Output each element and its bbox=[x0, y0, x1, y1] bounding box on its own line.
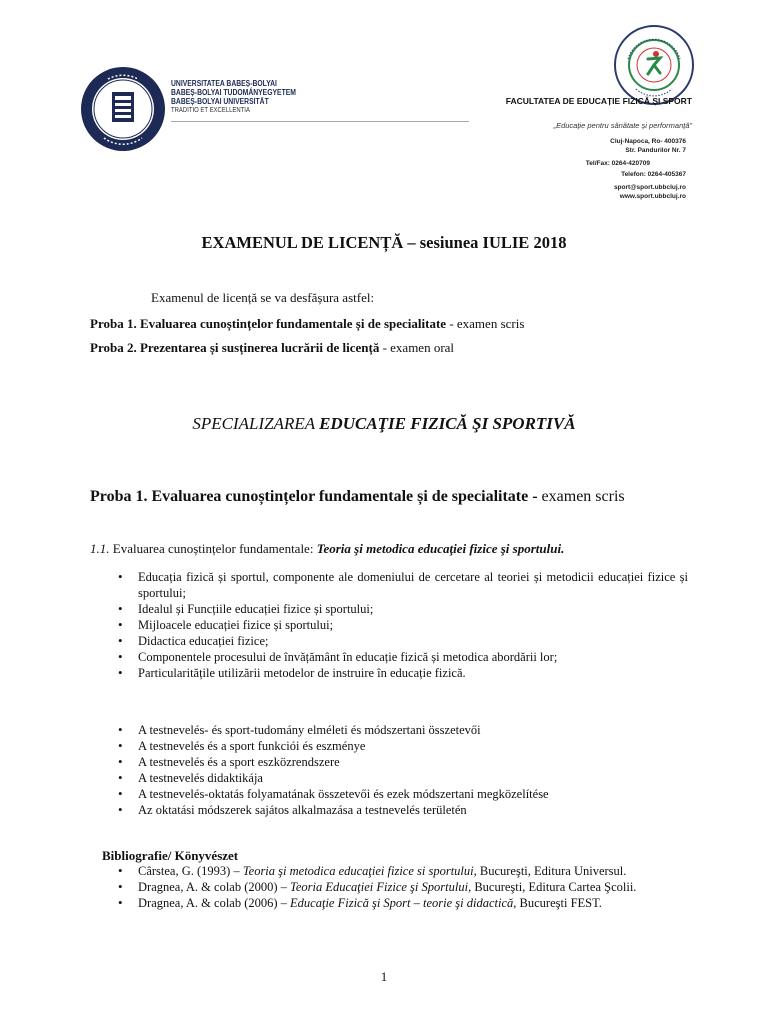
list-item: • Didactica educației fizice; bbox=[116, 633, 688, 649]
list-item: • Idealul și Funcțiile educației fizice și sportului; bbox=[116, 601, 688, 617]
subsection-number: 1.1. bbox=[90, 541, 110, 556]
document-title: EXAMENUL DE LICENȚĂ – sesiunea IULIE 2018 bbox=[201, 233, 567, 252]
hungarian-topics-list bbox=[116, 722, 688, 818]
faculty-name: FACULTATEA DE EDUCAȚIE FIZICĂ ȘI SPORT bbox=[505, 96, 692, 106]
address-city: Cluj-Napoca, Ro- 400376 bbox=[610, 138, 686, 145]
biblio-author: Dragnea, A. & colab (2000) – bbox=[138, 880, 291, 894]
bibliography-list bbox=[116, 863, 688, 911]
address-street: Str. Pandurilor Nr. 7 bbox=[625, 147, 686, 154]
section-heading-bold: Proba 1. Evaluarea cunoștințelor fundamentale și de specialitate - bbox=[90, 488, 538, 505]
list-item: • A testnevelés és a sport eszközrendszere bbox=[116, 754, 688, 770]
subsection-colon: : bbox=[309, 541, 317, 556]
biblio-publisher: , Bucureşti FEST. bbox=[513, 896, 602, 910]
proba-2-title: Proba 2. Prezentarea și susținerea lucrării de licență bbox=[90, 340, 380, 355]
proba-2-type: - examen oral bbox=[379, 340, 455, 355]
list-item: • A testnevelés és a sport funkciói és eszménye bbox=[116, 738, 688, 754]
subsection-course: Teoria şi metodica educaţiei fizice şi sportului. bbox=[316, 541, 565, 556]
list-item: • Educația fizică și sportul, componente ale domeniului de cercetare al teoriei și metodicii educației fizice și sportului; bbox=[116, 569, 688, 601]
bibliography-item bbox=[116, 895, 688, 911]
list-item: • Az oktatási módszerek sajátos alkalmazása a testnevelés területén bbox=[116, 802, 688, 818]
biblio-author: Cârstea, G. (1993) – bbox=[138, 864, 243, 878]
proba-1-line bbox=[90, 316, 524, 332]
section-heading-type: examen scris bbox=[537, 488, 625, 505]
biblio-publisher: , Bucureşti, Editura Universul. bbox=[473, 864, 627, 878]
tel-fax: Tel/Fax: 0264-420709 bbox=[585, 160, 650, 167]
bibliography-item bbox=[116, 879, 688, 895]
faculty-motto: „Educație pentru sănătate și performanță” bbox=[553, 121, 692, 130]
biblio-title: Educaţie Fizică şi Sport – teorie şi didactică bbox=[290, 896, 514, 910]
subsection-text: Evaluarea cunoștințelor fundamentale bbox=[109, 541, 310, 556]
email: sport@sport.ubbcluj.ro bbox=[613, 184, 686, 191]
bibliography-item bbox=[116, 863, 688, 879]
section-heading bbox=[90, 480, 690, 514]
biblio-author: Dragnea, A. & colab (2006) – bbox=[138, 896, 291, 910]
ubb-seal-logo bbox=[80, 66, 166, 152]
specialization-heading bbox=[0, 414, 768, 434]
biblio-title: Teoria Educaţiei Fizice şi Sportului bbox=[290, 880, 469, 894]
list-item: • A testnevelés-oktatás folyamatának összetevői és ezek módszertani megközelítése bbox=[116, 786, 688, 802]
header-divider bbox=[171, 121, 469, 122]
bibliography-heading: Bibliografie/ Könyvészet bbox=[102, 848, 239, 863]
intro-text: Examenul de licență se va desfășura astfel: bbox=[151, 290, 375, 305]
romanian-topics-list bbox=[116, 569, 688, 681]
biblio-publisher: , Bucureşti, Editura Cartea Şcolii. bbox=[468, 880, 637, 894]
proba-1-type: - examen scris bbox=[446, 316, 525, 331]
university-motto: TRADITIO ET EXCELLENTIA bbox=[171, 107, 250, 114]
telephone: Telefon: 0264-405367 bbox=[621, 171, 686, 178]
specialization-name: EDUCAŢIE FIZICĂ ŞI SPORTIVĂ bbox=[319, 414, 576, 433]
university-name bbox=[171, 79, 296, 115]
list-item: • A testnevelés didaktikája bbox=[116, 770, 688, 786]
subsection-heading bbox=[90, 541, 564, 557]
specialization-prefix: SPECIALIZAREA bbox=[192, 414, 320, 433]
university-name-ro: UNIVERSITATEA BABEȘ-BOLYAI bbox=[171, 79, 277, 88]
list-item: • A testnevelés- és sport-tudomány elméleti és módszertani összetevői bbox=[116, 722, 688, 738]
list-item: • Particularitățile utilizării metodelor de instruire în educație fizică. bbox=[116, 665, 688, 681]
list-item: • Mijloacele educației fizice și sportului; bbox=[116, 617, 688, 633]
list-item: • Componentele procesului de învățământ în educație fizică și metodica abordării lor; bbox=[116, 649, 688, 665]
page-number: 1 bbox=[380, 969, 388, 984]
proba-2-line bbox=[90, 340, 454, 356]
faculty-logo bbox=[614, 25, 694, 105]
university-name-hu: BABEȘ-BOLYAI TUDOMÁNYEGYETEM bbox=[171, 88, 296, 97]
proba-1-title: Proba 1. Evaluarea cunoștințelor fundamentale și de specialitate bbox=[90, 316, 447, 331]
university-name-de: BABEȘ-BOLYAI UNIVERSITÄT bbox=[171, 97, 269, 106]
website: www.sport.ubbcluj.ro bbox=[619, 193, 686, 200]
biblio-title: Teoria şi metodica educaţiei fizice si sportului bbox=[242, 864, 474, 878]
